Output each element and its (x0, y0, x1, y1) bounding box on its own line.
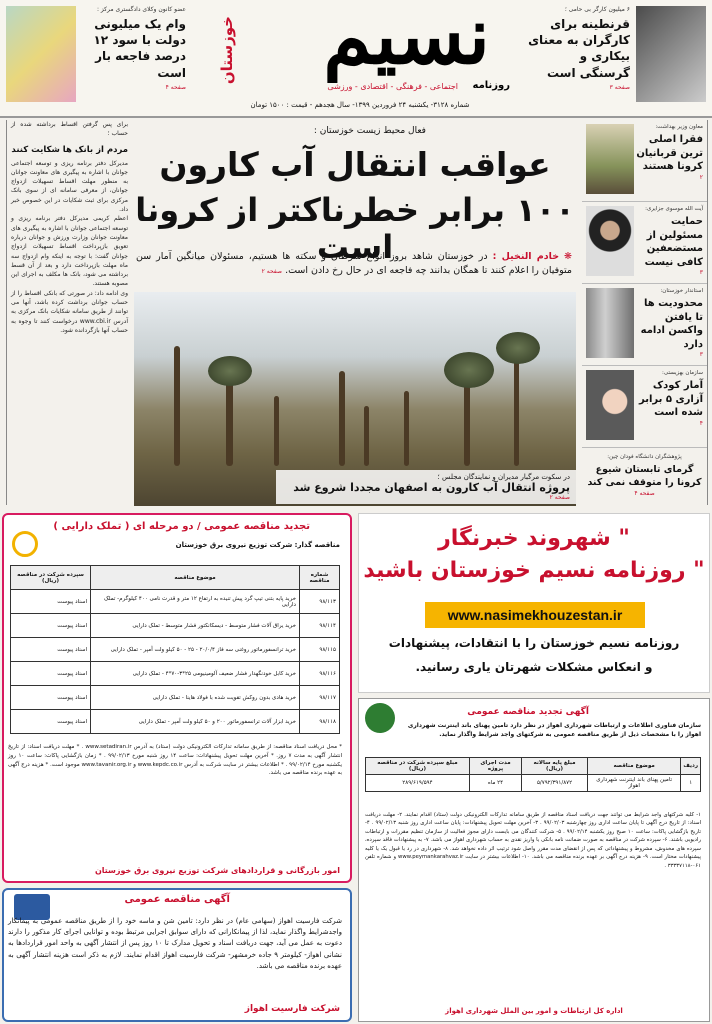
palm-trunk (226, 376, 233, 466)
citizen-line-3: روزنامه نسیم خوزستان را با انتقادات، پیشنهادات (388, 636, 680, 650)
right-item-headline: آمار کودک آزاری ۵ برابر شده است (639, 380, 703, 418)
tender-municipality-intro: سازمان فناوری اطلاعات و ارتباطات شهرداری اهواز در نظر دارد تامین پهنای باند اینترنت شهرداری اهواز را با مشخصات ذیل از طریق مناقصه عمومی به شرکتهای واجد شرایط واگذار نماید. (407, 722, 701, 738)
tender-farsit (2, 888, 352, 1022)
cell-subject: خرید کابل خودنگهدار فشار ضعیف آلومینیومی ۲۵*۳-۷۰*۴ - تملک دارایی (91, 662, 300, 686)
logo[interactable] (210, 0, 510, 102)
teaser-right-headline: قرنطینه برای کارگران به معنای بیکاری و گرسنگی است (528, 17, 630, 80)
right-item-photo (586, 370, 634, 440)
logo-topics: اجتماعی - فرهنگی - اقتصادی - ورزشی (327, 82, 458, 91)
palm-trunk (339, 371, 345, 466)
cell-no: ۹۸/۱۱۶ (300, 662, 340, 686)
right-item[interactable] (582, 120, 707, 202)
cell-deposit: ۲۸۹/۶۱۹/۵۹۴ (366, 775, 470, 792)
left-headline: مردم از بانک ها شکایت کنند (11, 144, 128, 155)
table-header: مبلغ سپرده شرکت در مناقصه (ریال) (366, 758, 470, 775)
cell-base: ۵/۷۹۲/۳۹۱/۸۷۲ (522, 775, 588, 792)
table-row (366, 775, 701, 792)
left-body-3: وی ادامه داد: در صورتی که بانکی اقساط را از حساب جوانان برداشت کرده باشد، آنها می توانند از طریق سامانه شکایات بانک مرکزی به آدرس www.cbi.ir درخواست کنند تا وجوه به حساب آنها بازگردانده شود. (11, 289, 128, 334)
photo-caption-page: صفحه ۲ (549, 494, 570, 501)
cell-idx: ۱ (681, 775, 701, 792)
cell-no: ۹۸/۱۱۳ (300, 590, 340, 614)
cell-deposit: اسناد پیوست (11, 686, 91, 710)
teaser-left-page: صفحه ۴ (165, 83, 186, 91)
photo-caption-kicker: در سکوت مرگبار مدیران و نمایندگان مجلس ؛ (437, 473, 570, 481)
teaser-left-kicker: عضو کانون وکلای دادگستری مرکز : (96, 6, 186, 13)
cell-deposit: اسناد پیوست (11, 638, 91, 662)
right-item-page: ۳ (699, 351, 703, 358)
table-header: مبلغ پایه سالانه (ریال) (522, 758, 588, 775)
right-item-kicker: پژوهشگران دانشگاه فودان چین: (607, 454, 682, 460)
cell-subject: خرید پایه بتنی تیپ گرد پیش تنیده به ارتفاع ۱۲ متر و قدرت نامی ۴۰۰ کیلوگرم- تملک دارایی (91, 590, 300, 614)
right-item-last[interactable] (582, 448, 707, 508)
table-row (11, 590, 340, 614)
teaser-left-photo (6, 6, 76, 102)
right-item-headline: محدودیت ها تا یافتن واکسن ادامه دارد (640, 298, 703, 350)
left-intro: برای پس گرفتن اقساط برداشته شده از حساب ؛ (11, 121, 128, 138)
table-header: ردیف (681, 758, 701, 775)
right-item-page: ۴ (699, 419, 703, 427)
lede-name: خادم النخیل : (492, 251, 560, 262)
right-item-photo (586, 206, 634, 276)
tender-electricity-title: تجدید مناقصه عمومی / دو مرحله ای ( تملک دارایی ) (53, 521, 310, 532)
table-header: موضوع مناقصه (91, 566, 300, 590)
table-row (11, 686, 340, 710)
cell-subject: خرید یراق آلات فشار متوسط - دیسکانکتور فشار متوسط - تملک دارایی (91, 614, 300, 638)
right-item-photo (586, 288, 634, 358)
tender-municipality-table (365, 757, 701, 792)
right-item-headline: گرمای تابستان شیوع کرونا را متوقف نمی کند (587, 464, 702, 489)
teaser-right-kicker: ۶ میلیون کارگر بی حامی ؛ (564, 6, 630, 13)
right-item-kicker: آیت الله موسوی جزایری: (645, 206, 703, 212)
left-column (6, 120, 128, 505)
table-header: موضوع مناقصه (587, 758, 680, 775)
palm-frond (496, 332, 540, 364)
website-link[interactable]: www.nasimekhouzestan.ir (425, 602, 645, 628)
table-header: مدت اجرای پروژه (469, 758, 521, 775)
left-body-2: اعظم کریمی مدیرکل دفتر برنامه ریزی و توسعه اجتماعی جوانان با اشاره به پیگیری های معاونت جوانان وزارت ورزش و جوانان درباره تعویق بازپرداخت اقساط تسهیلات ازدواج جوانان گفت: با توجه به اینکه وام ازدواج سه ماه مهلت بازپرداخت دارد و بعد از آن قسط برداشته می شود، بانک ها مکلف به اجرای این مصوبه هستند. (11, 215, 128, 288)
palm-trunk (274, 396, 279, 466)
palm-trunk (364, 406, 369, 466)
photo-caption-headline: پروژه انتقال آب کارون به اصفهان مجددا شروع شد (293, 481, 570, 494)
right-column (582, 120, 708, 505)
right-item-page: ۲ (699, 173, 703, 181)
tender-municipality-notes: ۱- کلیه شرکتهای واجد شرایط می توانند جهت دریافت اسناد مناقصه از طریق سامانه تدارکات الکترونیکی دولت (ستاد) اقدام نمایند. ۲- مهلت دریافت اسناد: از تاریخ درج آگهی تا پایان ساعت اداری روز چهارشنبه ۹۹/۰۲/۰۳ . ۳- آخرین مهلت تحویل پیشنهادات: پایان ساعت اداری روز شنبه ۹۹/۰۲/۱۳ . ۴- تاریخ بازگشایی پاکات: ساعت ۱۰ صبح روز یکشنبه ۹۹/۰۲/۱۴ . ۵- شرکت کنندگان می بایست دارای مجوز فعالیت از سازمان تنظیم مقررات و ارتباطات رادیویی باشند. ۶- سپرده شرکت در مناقصه به صورت ضمانت نامه بانکی یا واریز نقدی به حساب شهرداری اهواز می باشد. ۷- به پیشنهادات فاقد سپرده، سپرده های مخدوش، مشروط و پیشنهاداتی که پس از انقضای مدت مقرر واصل شود ترتیب اثر داده نخواهد شد. ۸- شهرداری در رد یا قبول یک یا کلیه پیشنهادات مختار است. ۹- هزینه درج آگهی بر عهده برنده مناقصه می باشد. ۱۰- اطلاعات بیشتر در سایت www.peymankarahvaz.ir و شماره تلفن ۰۶۱-۳۳۳۳۷۱۱۸ . (365, 812, 701, 869)
main-story (134, 120, 576, 505)
cell-subject: خرید هادی بدون روکش تقویت شده با فولاد هاینا - تملک دارایی (91, 686, 300, 710)
citizen-line-2: " روزنامه نسیم خوزستان باشید (363, 558, 705, 583)
cell-deposit: اسناد پیوست (11, 710, 91, 734)
tender-farsit-footer: شرکت فارسیت اهواز (244, 1004, 340, 1014)
palm-frond (444, 352, 494, 388)
table-row (11, 614, 340, 638)
cell-deposit: اسناد پیوست (11, 590, 91, 614)
citizen-line-4: و انعکاس مشکلات شهرتان یاری رسانید. (415, 660, 653, 674)
table-row (11, 638, 340, 662)
tender-electricity-footer: امور بازرگانی و قراردادهای شرکت توزیع نیروی برق خوزستان (94, 866, 340, 875)
cell-no: ۹۸/۱۱۷ (300, 686, 340, 710)
tender-municipality (358, 698, 710, 1022)
tender-electricity-org: مناقصه گذار: شرکت توزیع نیروی برق خوزستان (175, 541, 340, 549)
tender-farsit-title: آگهی مناقصه عمومی (124, 894, 230, 905)
tender-electricity (2, 513, 352, 883)
tender-municipality-title: آگهی تجدید مناقصه عمومی (467, 707, 589, 717)
municipality-logo (365, 703, 395, 733)
palm-frond (208, 356, 252, 386)
table-row (11, 710, 340, 734)
cell-no: ۹۸/۱۱۴ (300, 614, 340, 638)
right-item-kicker: استاندار خوزستان: (660, 288, 703, 294)
logo-type: روزنامه (472, 80, 510, 91)
right-item[interactable] (582, 366, 707, 448)
cell-deposit: اسناد پیوست (11, 614, 91, 638)
teaser-left-headline: وام یک میلیونی دولت با سود ۱۲ درصد فاجعه بار است (93, 17, 186, 80)
citizen-line-1: " شهروند خبرنگار (438, 526, 630, 551)
main-photo[interactable] (134, 292, 576, 506)
right-item-page: ۳ (699, 269, 703, 276)
cell-subject: خرید ترانسفورماتور روغنی سه فاز ۲۰/۰/۴ - ۲۵ - ۵۰ کیلو ولت آمپر - تملک دارایی (91, 638, 300, 662)
palm-trunk (174, 346, 180, 466)
right-item[interactable] (582, 284, 707, 366)
citizen-reporter-ad (358, 513, 710, 693)
main-kicker: فعال محیط زیست خوزستان : (313, 126, 426, 136)
teaser-right-photo (636, 6, 706, 102)
cell-no: ۹۸/۱۱۵ (300, 638, 340, 662)
left-body-1: مدیرکل دفتر برنامه ریزی و توسعه اجتماعی جوانان با اشاره به پیگیری های معاونت جوانان به منظور مهلت اقساط تسهیلات ازدواج جوانان، از معرفی سامانه ای از سوی بانک مرکزی برای ثبت شکایات در این خصوص خبر داد. (11, 159, 128, 214)
cell-subject: تامین پهنای باند اینترنت شهرداری اهواز (587, 775, 680, 792)
palm-trunk (514, 356, 519, 466)
bullet-icon: ❋ (564, 251, 572, 262)
main-lede (136, 250, 572, 279)
masthead (0, 0, 712, 118)
cell-subject: خرید ابزار آلات ترانسفورماتور ۲۰۰ و ۵۰ کیلو ولت آمپر - تملک دارایی (91, 710, 300, 734)
tender-electricity-notes: * محل دریافت اسناد مناقصه: از طریق سامانه تدارکات الکترونیکی دولت (ستاد) به آدرس www.setadiran.ir . * مهلت دریافت اسناد: از تاریخ انتشار آگهی به مدت ۷ روز. * آخرین مهلت تحویل پیشنهادات: ساعت ۱۴ روز شنبه مورخ ۹۹/۰۲/۱۳ . * زمان بازگشایی پاکات: ساعت ۱۰ روز یکشنبه مورخ ۹۹/۰۲/۱۴ . * اطلاعات بیشتر در سایت شرکت به آدرس www.kepdc.co.ir و www.tavanir.org.ir موجود است. * هزینه درج آگهی به عهده برنده مناقصه می باشد. (8, 744, 343, 777)
teaser-right-page: صفحه ۳ (609, 83, 630, 91)
photo-caption (276, 470, 576, 504)
cell-duration: ۲۴ ماه (469, 775, 521, 792)
table-header: شماره مناقصه (300, 566, 340, 590)
palm-trunk (464, 381, 470, 466)
table-row (11, 662, 340, 686)
table-header: سپرده شرکت در مناقصه (ریال) (11, 566, 91, 590)
cell-deposit: اسناد پیوست (11, 662, 91, 686)
right-item[interactable] (582, 202, 707, 284)
palm-trunk (404, 391, 409, 466)
right-item-headline: فقرا اصلی ترین قربانیان کرونا هستند (636, 134, 703, 172)
issue-info: شماره ۳۱۲۸- یکشنبه ۲۴ فروردین ۱۳۹۹- سال هجدهم - قیمت : ۱۵۰۰ تومان (250, 101, 470, 109)
right-item-kicker: سازمان بهزیستی: (662, 370, 703, 376)
right-item-kicker: معاون وزیر بهداشت: (655, 124, 703, 130)
right-item-photo (586, 124, 634, 194)
cell-no: ۹۸/۱۱۸ (300, 710, 340, 734)
electricity-company-logo (12, 531, 38, 557)
main-headline-2[interactable]: ۱۰۰ برابر خطرناکتر از کرونا است (135, 191, 575, 266)
tender-farsit-body: شرکت فارسیت اهواز (سهامی عام) در نظر دارد: تامین شن و ماسه خود را از طریق مناقصه عمومی به پیمانکار واجدشرایط واگذار نماید، لذا از پیمانکارانی که دارای سوابق اجرایی مرتبط بوده و توانایی اجرای کار مذکور را دارند دعوت به عمل می آید، جهت دریافت اسناد و تحویل مدارک تا ۱۰ روز پس از انتشار آگهی به واحد امور قراردادها به نشانی اهواز- کیلومتر ۹ جاده خرمشهر- شرکت فارسیت اهواز اقدام نمایند. لازم به ذکر است هزینه انتشار آگهی به عهده برنده مناقصه می باشد. (8, 917, 343, 970)
right-item-page: صفحه ۴ (634, 489, 655, 497)
lede-page: صفحه ۲ (261, 268, 283, 276)
tender-municipality-footer: اداره کل ارتباطات و امور بین الملل شهرداری اهواز (445, 1007, 623, 1015)
right-item-headline: حمایت مسئولین از مستضعفین کافی نیست (644, 216, 703, 268)
logo-region: خوزستان (218, 16, 236, 85)
tender-electricity-table (10, 565, 340, 734)
logo-main: نسیم (323, 0, 490, 82)
main-headline-1[interactable]: عواقب انتقال آب کارون (159, 145, 551, 184)
lede-text: در خوزستان شاهد بروز انواع سرطان و سکته ها هستیم، مسئولان میانگین آمار سن متوفیان را اعلام کنند تا همگان بدانند چه فاجعه ای در حال رخ دادن است. (136, 251, 572, 277)
